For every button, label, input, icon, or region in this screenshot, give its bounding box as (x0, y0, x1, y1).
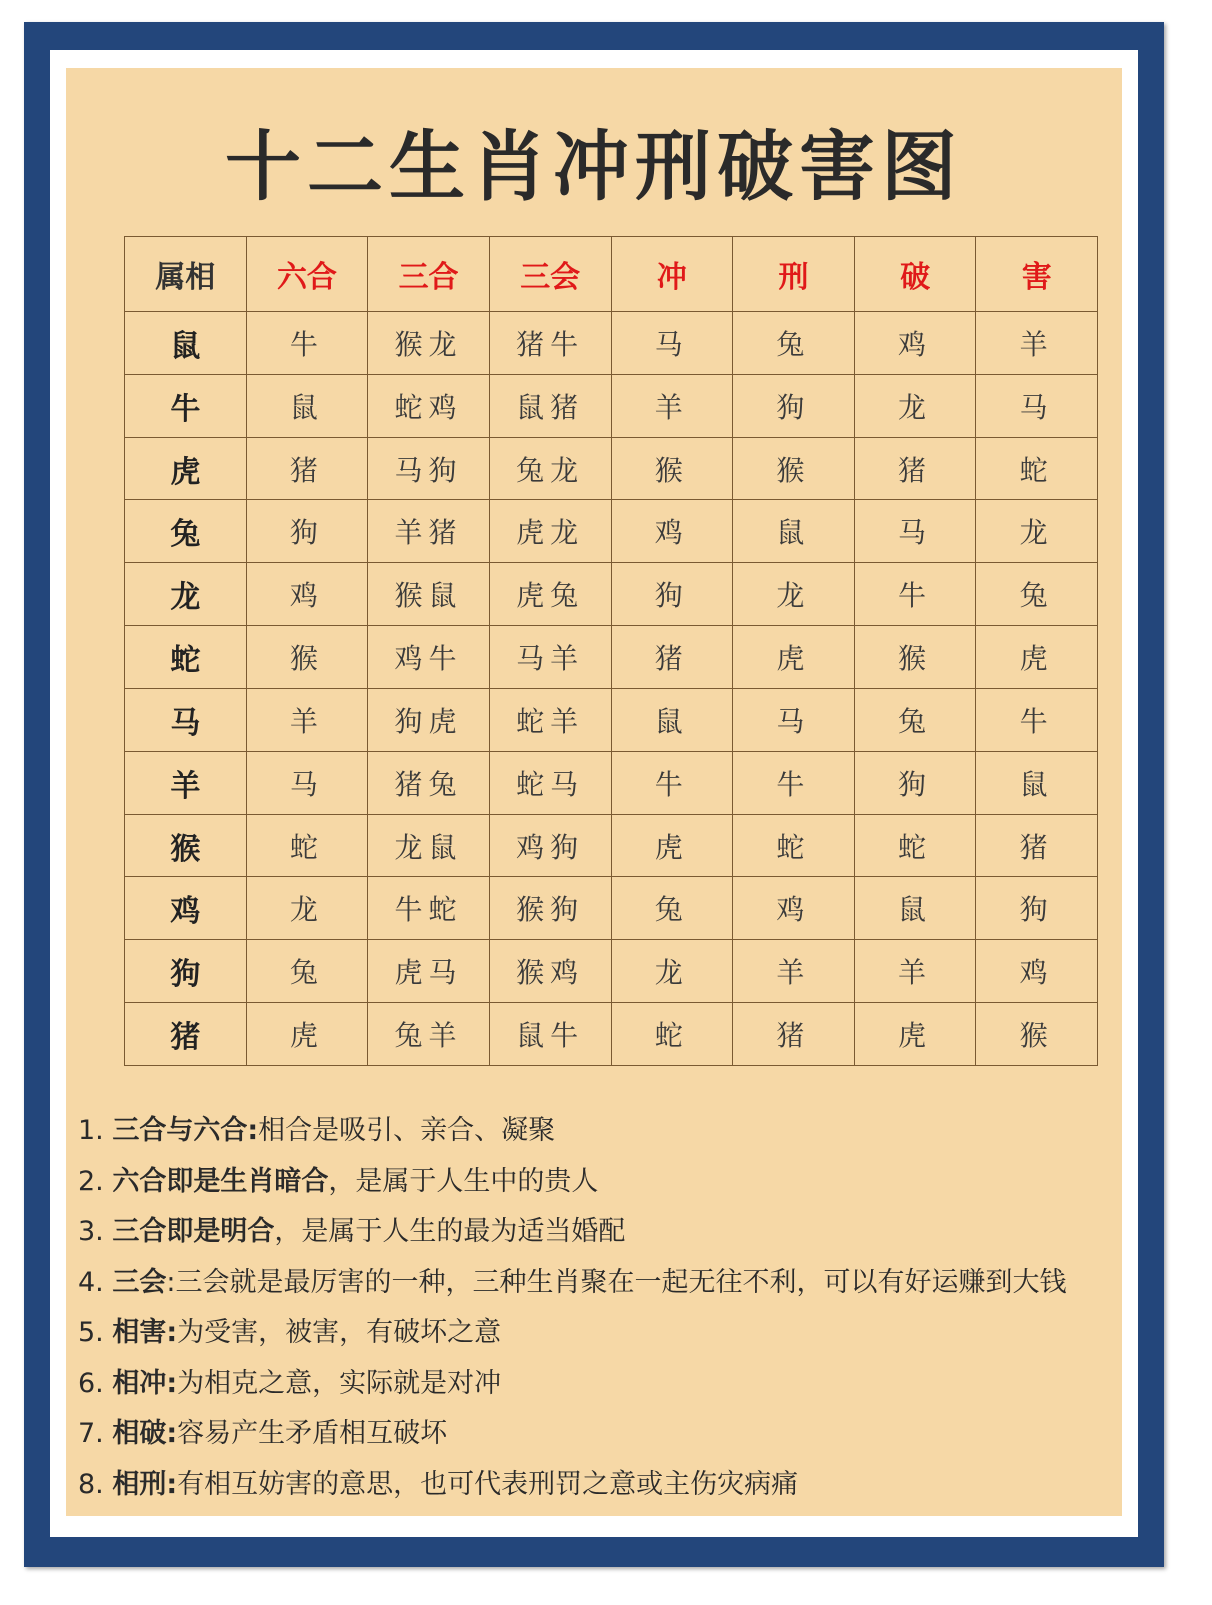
table-cell: 马 (611, 312, 733, 375)
table-cell: 鼠猪 (489, 374, 611, 437)
note-number: 3. (78, 1216, 104, 1247)
table-cell: 蛇马 (489, 751, 611, 814)
table-cell: 猪牛 (489, 312, 611, 375)
table-cell: 狗 (611, 563, 733, 626)
table-cell: 猴 (733, 437, 855, 500)
note-term: 三合与六合: (112, 1115, 259, 1146)
table-row (125, 374, 1098, 437)
table-cell: 鸡 (733, 877, 855, 940)
table-row (125, 626, 1098, 689)
table-cell: 马 (246, 751, 368, 814)
table-cell: 猴 (246, 626, 368, 689)
table-cell: 马 (854, 500, 976, 563)
row-zodiac-cell: 羊 (125, 751, 247, 814)
table-cell: 马 (733, 688, 855, 751)
note-number: 7. (78, 1418, 104, 1449)
table-cell: 鼠 (246, 374, 368, 437)
row-zodiac-cell: 蛇 (125, 626, 247, 689)
note-item (78, 1207, 1118, 1258)
note-number: 5. (78, 1317, 104, 1348)
table-cell: 蛇 (611, 1003, 733, 1066)
row-zodiac-cell: 猴 (125, 814, 247, 877)
table-cell: 虎龙 (489, 500, 611, 563)
table-cell: 狗 (976, 877, 1098, 940)
note-text: 为受害，被害，有破坏之意 (177, 1317, 502, 1348)
note-number: 6. (78, 1367, 104, 1399)
table-cell: 龙 (976, 500, 1098, 563)
table-row (125, 1003, 1098, 1066)
table-row (125, 940, 1098, 1003)
table-cell: 猪 (246, 437, 368, 500)
note-item (78, 1258, 1118, 1309)
table-cell: 狗 (733, 374, 855, 437)
table-cell: 蛇 (733, 814, 855, 877)
table-cell: 猴狗 (489, 877, 611, 940)
note-term: 相冲: (112, 1367, 178, 1399)
note-item (78, 1359, 1118, 1410)
row-zodiac-cell: 兔 (125, 500, 247, 563)
table-cell: 猴 (854, 626, 976, 689)
table-cell: 羊 (854, 940, 976, 1003)
table-cell: 龙 (611, 940, 733, 1003)
note-item (78, 1460, 1118, 1511)
note-number: 1. (78, 1115, 104, 1146)
table-cell: 马羊 (489, 626, 611, 689)
table-row (125, 437, 1098, 500)
table-cell: 鸡 (611, 500, 733, 563)
table-cell: 鼠 (611, 688, 733, 751)
note-number: 4. (78, 1266, 104, 1298)
header-cell: 破 (854, 237, 976, 312)
table-cell: 牛 (976, 688, 1098, 751)
table-cell: 蛇 (854, 814, 976, 877)
note-term: 三合即是明合 (112, 1216, 275, 1247)
table-cell: 牛蛇 (368, 877, 490, 940)
table-cell: 猴鸡 (489, 940, 611, 1003)
table-cell: 虎 (246, 1003, 368, 1066)
row-zodiac-cell: 牛 (125, 374, 247, 437)
table-cell: 鼠 (854, 877, 976, 940)
note-term: 三会 (112, 1266, 167, 1298)
table-cell: 虎 (733, 626, 855, 689)
table-cell: 牛 (246, 312, 368, 375)
table-cell: 蛇 (246, 814, 368, 877)
table-cell: 羊猪 (368, 500, 490, 563)
table-row (125, 877, 1098, 940)
table-cell: 鸡 (976, 940, 1098, 1003)
header-cell: 三合 (368, 237, 490, 312)
table-cell: 猪 (976, 814, 1098, 877)
table-cell: 猴 (611, 437, 733, 500)
table-cell: 鸡 (854, 312, 976, 375)
table-cell: 狗 (854, 751, 976, 814)
table-header-row (125, 237, 1098, 312)
row-zodiac-cell: 猪 (125, 1003, 247, 1066)
row-zodiac-cell: 马 (125, 688, 247, 751)
table-cell: 虎兔 (489, 563, 611, 626)
table-cell: 鸡狗 (489, 814, 611, 877)
note-text: ，是属于人生的最为适当婚配 (274, 1216, 626, 1247)
table-row (125, 751, 1098, 814)
note-text: ，是属于人生中的贵人 (328, 1165, 599, 1197)
note-text: :三会就是最厉害的一种，三种生肖聚在一起无往不利，可以有好运赚到大钱 (166, 1266, 1067, 1298)
table-cell: 猪 (854, 437, 976, 500)
table-cell: 鸡牛 (368, 626, 490, 689)
note-number: 2. (78, 1165, 104, 1197)
table-cell: 牛 (854, 563, 976, 626)
table-cell: 羊 (611, 374, 733, 437)
note-text: 容易产生矛盾相互破坏 (177, 1418, 448, 1449)
table-cell: 猴 (976, 1003, 1098, 1066)
table-row (125, 688, 1098, 751)
table-cell: 兔 (246, 940, 368, 1003)
note-item (78, 1106, 1118, 1157)
table-row (125, 563, 1098, 626)
note-term: 相刑: (112, 1468, 178, 1500)
table-cell: 马狗 (368, 437, 490, 500)
header-cell: 三会 (489, 237, 611, 312)
table-cell: 蛇 (976, 437, 1098, 500)
table-cell: 猴鼠 (368, 563, 490, 626)
table-cell: 鼠 (976, 751, 1098, 814)
table-cell: 狗虎 (368, 688, 490, 751)
page-title: 十二生肖冲刑破害图 (225, 122, 963, 211)
table-cell: 猪兔 (368, 751, 490, 814)
header-cell: 害 (976, 237, 1098, 312)
table-cell: 牛 (611, 751, 733, 814)
table-cell: 狗 (246, 500, 368, 563)
note-item (78, 1308, 1118, 1359)
blue-frame (24, 22, 1164, 1567)
table-body (125, 312, 1098, 1066)
table-cell: 羊 (976, 312, 1098, 375)
row-zodiac-cell: 狗 (125, 940, 247, 1003)
table-cell: 龙鼠 (368, 814, 490, 877)
table-cell: 兔 (976, 563, 1098, 626)
table-cell: 龙 (733, 563, 855, 626)
table-cell: 兔龙 (489, 437, 611, 500)
table-row (125, 814, 1098, 877)
note-term: 相破: (112, 1418, 178, 1449)
table-cell: 蛇鸡 (368, 374, 490, 437)
table-cell: 羊 (246, 688, 368, 751)
table-cell: 鸡 (246, 563, 368, 626)
table-cell: 虎马 (368, 940, 490, 1003)
table-cell: 羊 (733, 940, 855, 1003)
note-term: 相害: (112, 1317, 178, 1348)
row-zodiac-cell: 虎 (125, 437, 247, 500)
table-cell: 马 (976, 374, 1098, 437)
note-text: 有相互妨害的意思，也可代表刑罚之意或主伤灾病痛 (177, 1468, 799, 1500)
row-zodiac-cell: 鸡 (125, 877, 247, 940)
notes-list (78, 1106, 1118, 1510)
header-cell: 刑 (733, 237, 855, 312)
header-zodiac: 属相 (125, 237, 247, 312)
white-mat (50, 50, 1138, 1537)
table-cell: 虎 (854, 1003, 976, 1066)
note-text: 为相克之意，实际就是对冲 (177, 1367, 502, 1399)
note-number: 8. (78, 1468, 104, 1500)
table-row (125, 500, 1098, 563)
table-cell: 兔 (733, 312, 855, 375)
header-cell: 冲 (611, 237, 733, 312)
table-cell: 牛 (733, 751, 855, 814)
note-text: 相合是吸引、亲合、凝聚 (258, 1115, 556, 1146)
table-cell: 猪 (611, 626, 733, 689)
note-item (78, 1409, 1118, 1460)
table-cell: 虎 (611, 814, 733, 877)
table-cell: 猴龙 (368, 312, 490, 375)
table-cell: 兔 (854, 688, 976, 751)
row-zodiac-cell: 鼠 (125, 312, 247, 375)
table-cell: 猪 (733, 1003, 855, 1066)
note-item (78, 1157, 1118, 1208)
poster-card (66, 68, 1122, 1516)
note-term: 六合即是生肖暗合 (112, 1165, 329, 1197)
table-row (125, 312, 1098, 375)
zodiac-relations-table (124, 236, 1098, 1066)
table-cell: 龙 (854, 374, 976, 437)
table-cell: 兔 (611, 877, 733, 940)
table-cell: 蛇羊 (489, 688, 611, 751)
table-cell: 虎 (976, 626, 1098, 689)
row-zodiac-cell: 龙 (125, 563, 247, 626)
header-cell: 六合 (246, 237, 368, 312)
table-cell: 龙 (246, 877, 368, 940)
table-cell: 兔羊 (368, 1003, 490, 1066)
table-cell: 鼠牛 (489, 1003, 611, 1066)
table-cell: 鼠 (733, 500, 855, 563)
